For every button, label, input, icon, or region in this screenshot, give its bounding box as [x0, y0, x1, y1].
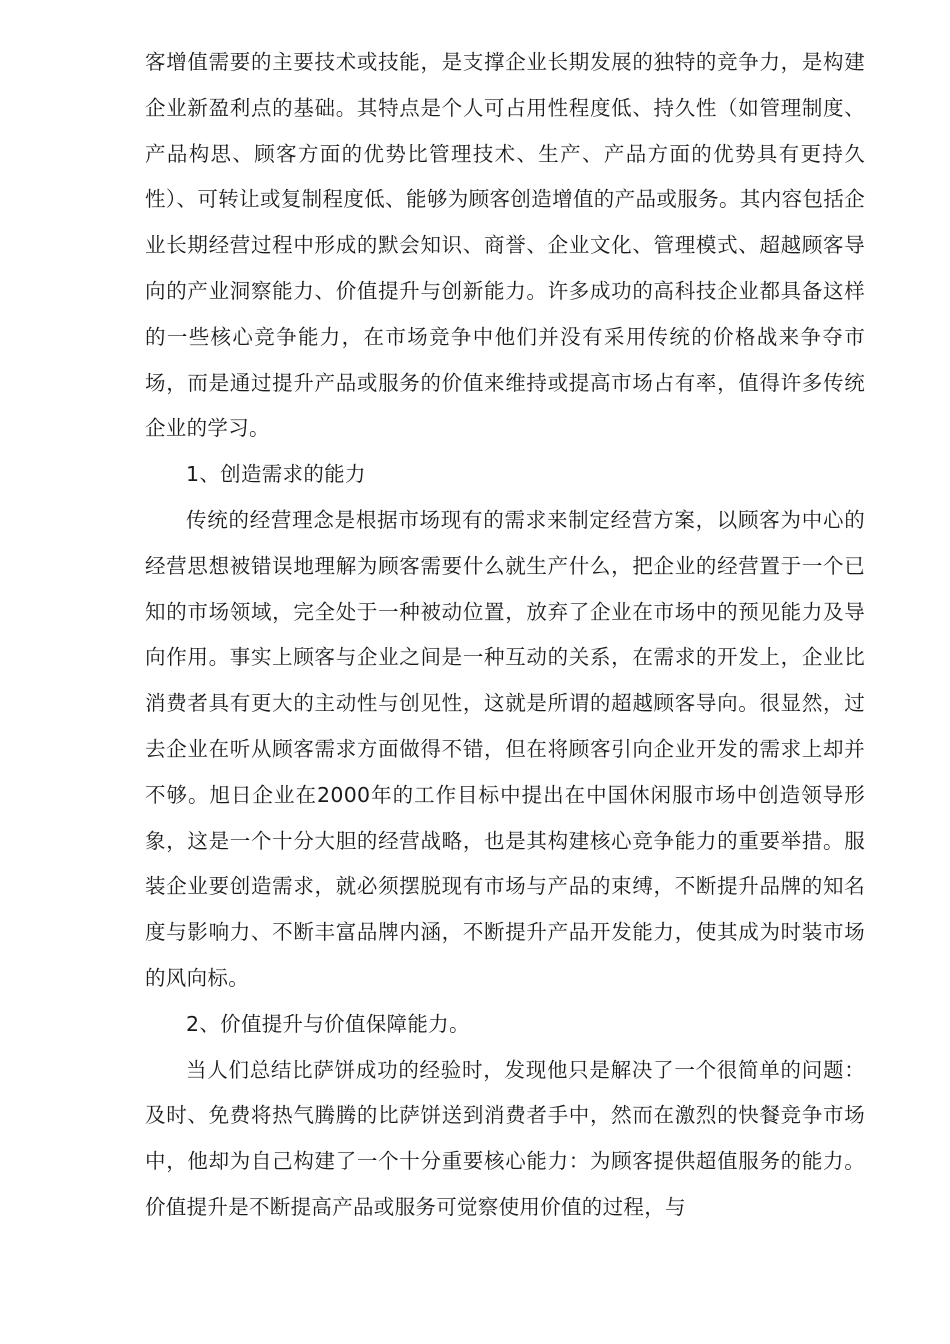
document-body [145, 40, 865, 1231]
paragraph-core-competence-definition: 客增值需要的主要技术或技能，是支撑企业长期发展的独特的竞争力，是构建企业新盈利点的基础。其特点是个人可占用性程度低、持久性（如管理制度、产品构思、顾客方面的优势比管理技术、生产、产品方面的优势具有更持久性）、可转让或复制程度低、能够为顾客创造增值的产品或服务。其内容包括企业长期经营过程中形成的默会知识、商誉、企业文化、管理模式、超越顾客导向的产业洞察能力、价值提升与创新能力。许多成功的高科技企业都具备这样的一些核心竞争能力，在市场竞争中他们并没有采用传统的价格战来争夺市场，而是通过提升产品或服务的价值来维持或提高市场占有率，值得许多传统企业的学习。 [145, 50, 865, 441]
heading-demand-creation: 1、创造需求的能力 [186, 462, 366, 487]
heading-value-enhancement: 2、价值提升与价值保障能力。 [186, 1011, 470, 1036]
paragraph-demand-creation: 传统的经营理念是根据市场现有的需求来制定经营方案，以顾客为中心的经营思想被错误地理解为顾客需要什么就生产什么，把企业的经营置于一个已知的市场领域，完全处于一种被动位置，放弃了企业在市场中的预见能力及导向作用。事实上顾客与企业之间是一种互动的关系，在需求的开发上，企业比消费者具有更大的主动性与创见性，这就是所谓的超越顾客导向。很显然，过去企业在听从顾客需求方面做得不错，但在将顾客引向企业开发的需求上却并不够。旭日企业在2000年的工作目标中提出在中国休闲服市场中创造领导形象，这是一个十分大胆的经营战略，也是其构建核心竞争能力的重要举措。服装企业要创造需求，就必须摆脱现有市场与产品的束缚，不断提升品牌的知名度与影响力、不断丰富品牌内涵，不断提升产品开发能力，使其成为时装市场的风向标。 [145, 507, 865, 990]
paragraph-value-enhancement: 当人们总结比萨饼成功的经验时，发现他只是解决了一个很简单的问题：及时、免费将热气腾腾的比萨饼送到消费者手中，然而在激烈的快餐竞争市场中，他却为自己构建了一个十分重要核心能力：为顾客提供超值服务的能力。价值提升是不断提高产品或服务可觉察使用价值的过程，与 [145, 1057, 865, 1219]
